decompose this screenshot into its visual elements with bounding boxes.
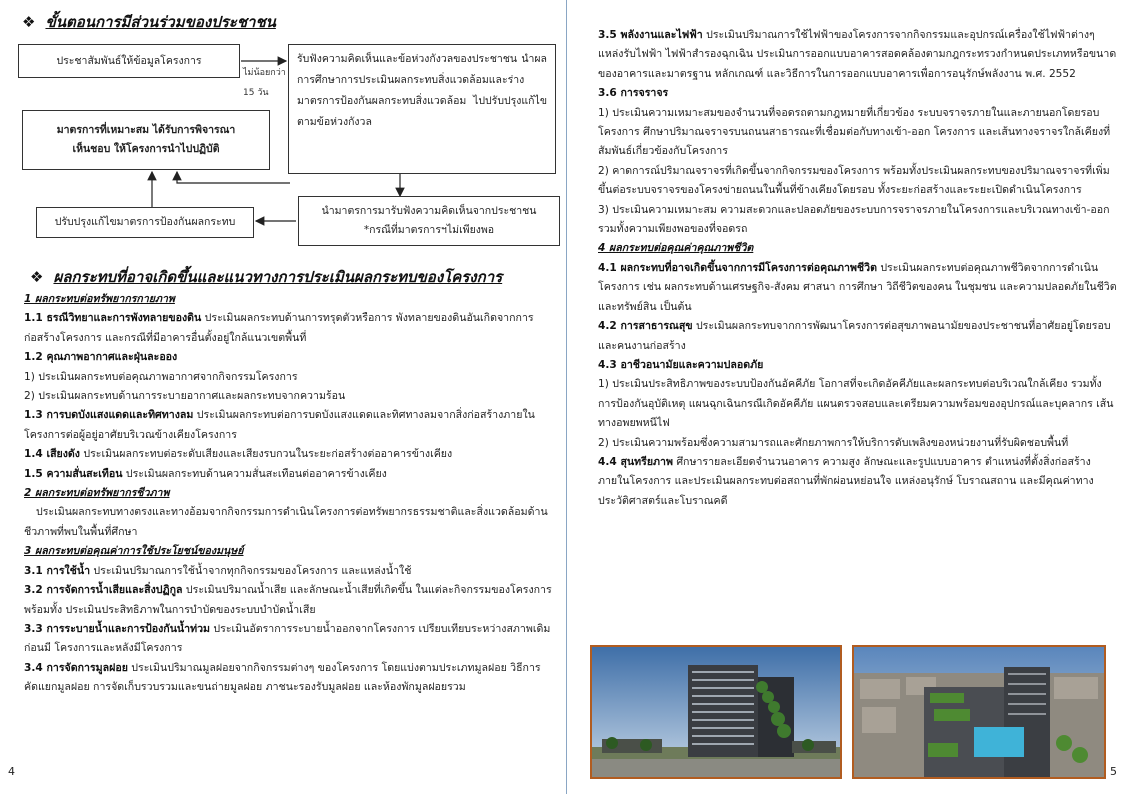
right-body-text [598, 26, 1118, 511]
flow-box-measures: มาตรการที่เหมาะสม ได้รับการพิจารณา เห็นชอบ ให้โครงการนำไปปฏิบัติ [22, 110, 270, 170]
paragraph: 2) ประเมินความพร้อมซึ่งความสามารถและศักยภาพการให้บริการดับเพลิงของหน่วยงานที่รับผิดชอบพื้นที่ [598, 436, 1069, 449]
page-number: 4 [8, 765, 15, 778]
section-heading: 2 ผลกระทบต่อทรัพยากรชีวภาพ [24, 487, 170, 500]
left-page [0, 0, 566, 794]
paragraph: ประเมินผลกระทบทางตรงและทางอ้อมจากกิจกรรมการดำเนินโครงการต่อทรัพยากรธรรมชาติและสิ่งแวดล้อมด้านชีวภาพที่พบในพื้นที่ศึกษา [24, 506, 548, 538]
participation-heading: ❖ ขั้นตอนการมีส่วนร่วมของประชาชน [22, 13, 276, 31]
paragraph: 3.4 การจัดการมูลฝอย ประเมินปริมาณมูลฝอยจากกิจกรรมต่างๆ ของโครงการ โดยแบ่งตามประเภทมูลฝอย วิธีการคัดแยกมูลฝอย การจัดเก็บรวบรวมและขนถ่ายมูลฝอย ภาชนะรองรับมูลฝอย และห้องพักมูลฝอยรวม [24, 661, 541, 694]
paragraph: 3) ประเมินความเหมาะสม ความสะดวกและปลอดภัยของระบบการจราจรภายในโครงการและบริเวณทางเข้า-ออก รวมทั้งความเพียงพอของที่จอดรถ [598, 203, 1110, 236]
diamond-bullet-icon: ❖ [30, 268, 44, 286]
paragraph: 3.6 การจราจร [598, 87, 669, 100]
section-heading: 3 ผลกระทบต่อคุณค่าการใช้ประโยชน์ของมนุษย์ [24, 545, 244, 558]
impacts-heading: ❖ ผลกระทบที่อาจเกิดขึ้นและแนวทางการประเมินผลกระทบของโครงการ [30, 268, 503, 286]
flow-box-revise: ปรับปรุงแก้ไขมาตรการป้องกันผลกระทบ [36, 207, 254, 238]
paragraph: 2) ประเมินผลกระทบด้านการระบายอากาศและผลกระทบจากความร้อน [24, 390, 346, 403]
paragraph: 1.4 เสียงดัง ประเมินผลกระทบต่อระดับเสียงและเสียงรบกวนในระยะก่อสร้างต่ออาคารข้างเคียง [24, 448, 453, 461]
paragraph: 3.1 การใช้น้ำ ประเมินปริมาณการใช้น้ำจากทุกกิจกรรมของโครงการ และแหล่งน้ำใช้ [24, 564, 412, 577]
paragraph: 4.1 ผลกระทบที่อาจเกิดขึ้นจากการมีโครงการต่อคุณภาพชีวิต ประเมินผลกระทบต่อคุณภาพชีวิตจากการดำเนินโครงการ เช่น ผลกระทบด้านเศรษฐกิจ-สังคม ศาสนา การศึกษา วิถีชีวิตของคน ในชุมชน และความปลอดภัยในชีวิตและทรัพย์สิน เป็นต้น [598, 261, 1117, 313]
diamond-bullet-icon: ❖ [22, 13, 36, 31]
paragraph: 1.2 คุณภาพอากาศและฝุ่นละออง [24, 351, 178, 364]
paragraph: 1.3 การบดบังแสงแดดและทิศทางลม ประเมินผลกระทบต่อการบดบังแสงแดดและทิศทางลมจากสิ่งก่อสร้างภายในโครงการต่อผู้อยู่อาศัยบริเวณข้างเคียงโครงการ [24, 409, 535, 441]
left-body-text [24, 290, 554, 698]
paragraph: 2) คาดการณ์ปริมาณจราจรที่เกิดขึ้นจากกิจกรรมของโครงการ พร้อมทั้งประเมินผลกระทบของปริมาณจราจรที่เพิ่มขึ้นต่อระบบจราจรของโครงข่ายถนนในพื้นที่ข้างเคียงโดยรอบ ทั้งระยะก่อสร้างและระยะเปิดดำเนินโครงการ [598, 164, 1110, 197]
page-divider [566, 0, 567, 794]
section-heading: 1 ผลกระทบต่อทรัพยากรกายภาพ [24, 293, 175, 305]
paragraph: 1.5 ความสั่นสะเทือน ประเมินผลกระทบด้านความสั่นสะเทือนต่ออาคารข้างเคียง [24, 467, 387, 480]
flow-note-days: ไม่น้อยกว่า 15 วัน [243, 68, 286, 98]
page-number: 5 [1110, 765, 1117, 778]
flow-box-apply: นำมาตรการมารับฟังความคิดเห็นจากประชาชน *กรณีที่มาตรการฯไม่เพียงพอ [298, 196, 560, 246]
paragraph: 4.2 การสาธารณสุข ประเมินผลกระทบจากการพัฒนาโครงการต่อสุขภาพอนามัยของประชาชนที่อาศัยอยู่โดยรอบและคนงานก่อสร้าง [598, 320, 1111, 352]
section-heading: 4 ผลกระทบต่อคุณค่าคุณภาพชีวิต [598, 242, 754, 255]
flow-box-inform: ประชาสัมพันธ์ให้ข้อมูลโครงการ [18, 44, 240, 78]
paragraph: 1.1 ธรณีวิทยาและการพังทลายของดิน ประเมินผลกระทบด้านการทรุดตัวหรือการ พังทลายของดินอันเกิดจากการก่อสร้างโครงการ และกรณีที่มีอาคารอื่นตั้งอยู่ใกล้แนวเขตพื้นที่ [24, 312, 534, 344]
paragraph: 3.3 การระบายน้ำและการป้องกันน้ำท่วม ประเมินอัตราการระบายน้ำออกจากโครงการ เปรียบเทียบระหว่างสภาพเดิมก่อนมี โครงการและหลังมีโครงการ [24, 622, 551, 655]
paragraph: 3.2 การจัดการน้ำเสียและสิ่งปฏิกูล ประเมินปริมาณน้ำเสีย และลักษณะน้ำเสียที่เกิดขึ้น ในแต่ละกิจกรรมของโครงการ พร้อมทั้ง ประเมินประสิทธิภาพในการบำบัดของระบบบำบัดน้ำเสีย [24, 584, 552, 616]
paragraph: 4.4 สุนทรียภาพ ศึกษารายละเอียดจำนวนอาคาร ความสูง ลักษณะและรูปแบบอาคาร ตำแหน่งที่ตั้งสิ่งก่อสร้างภายในโครงการ และประเมินผลกระทบต่อสถานที่พักผ่อนหย่อนใจ แหล่งอนุรักษ์ โบราณสถาน และมีคุณค่าทางประวัติศาสตร์และโบราณคดี [598, 455, 1094, 507]
right-page [568, 0, 1134, 794]
flow-box-receive: รับฟังความคิดเห็นและข้อห่วงกังวลของประชาชน นำผลการศึกษาการประเมินผลกระทบสิ่งแวดล้อมและร่างมาตรการป้องกันผลกระทบสิ่งแวดล้อม ไปปรับปรุงแก้ไขตามข้อห่วงกังวล [288, 44, 556, 174]
paragraph: 1) ประเมินความเหมาะสมของจำนวนที่จอดรถตามกฎหมายที่เกี่ยวข้อง ระบบจราจรภายในและภายนอกโดยรอบโครงการ ศึกษาปริมาณจราจรบนถนนสาธารณะที่เชื่อมต่อกับทางเข้า-ออก โครงการ และเส้นทางจราจรใกล้เคียงที่สัมพันธ์เกี่ยวข้องกับโครงการ [598, 106, 1111, 158]
paragraph: 4.3 อาชีวอนามัยและความปลอดภัย [598, 358, 764, 371]
paragraph: 3.5 พลังงานและไฟฟ้า ประเมินปริมาณการใช้ไฟฟ้าของโครงการจากกิจกรรมและอุปกรณ์เครื่องใช้ไฟฟ้าต่างๆ แหล่งรับไฟฟ้า ไฟฟ้าสำรองฉุกเฉิน ประเมินการออกแบบอาคารสอดคล้องตามกฎกระทรวงกำหนดประเภทหรือขนาดของอาคารและมาตรฐาน หลักเกณฑ์ และวิธีการในการออกแบบอาคารเพื่อการอนุรักษ์พลังงาน พ.ศ. 2552 [598, 29, 1117, 80]
paragraph: 1) ประเมินประสิทธิภาพของระบบป้องกันอัคคีภัย โอกาสที่จะเกิดอัคคีภัยและผลกระทบต่อบริเวณใกล้เคียง รวมทั้งการป้องกันอุบัติเหตุ แผนฉุกเฉินกรณีเกิดอัคคีภัย แผนตรวจสอบและเตรียมความพร้อมของอุปกรณ์และบุคลากร เส้นทางอพยพหนีไฟ [598, 378, 1114, 430]
arrow-receive-to-measures [177, 172, 290, 183]
building-render-image-1 [590, 645, 842, 779]
paragraph: 1) ประเมินผลกระทบต่อคุณภาพอากาศจากกิจกรรมโครงการ [24, 370, 298, 383]
building-render-image-2 [852, 645, 1106, 779]
